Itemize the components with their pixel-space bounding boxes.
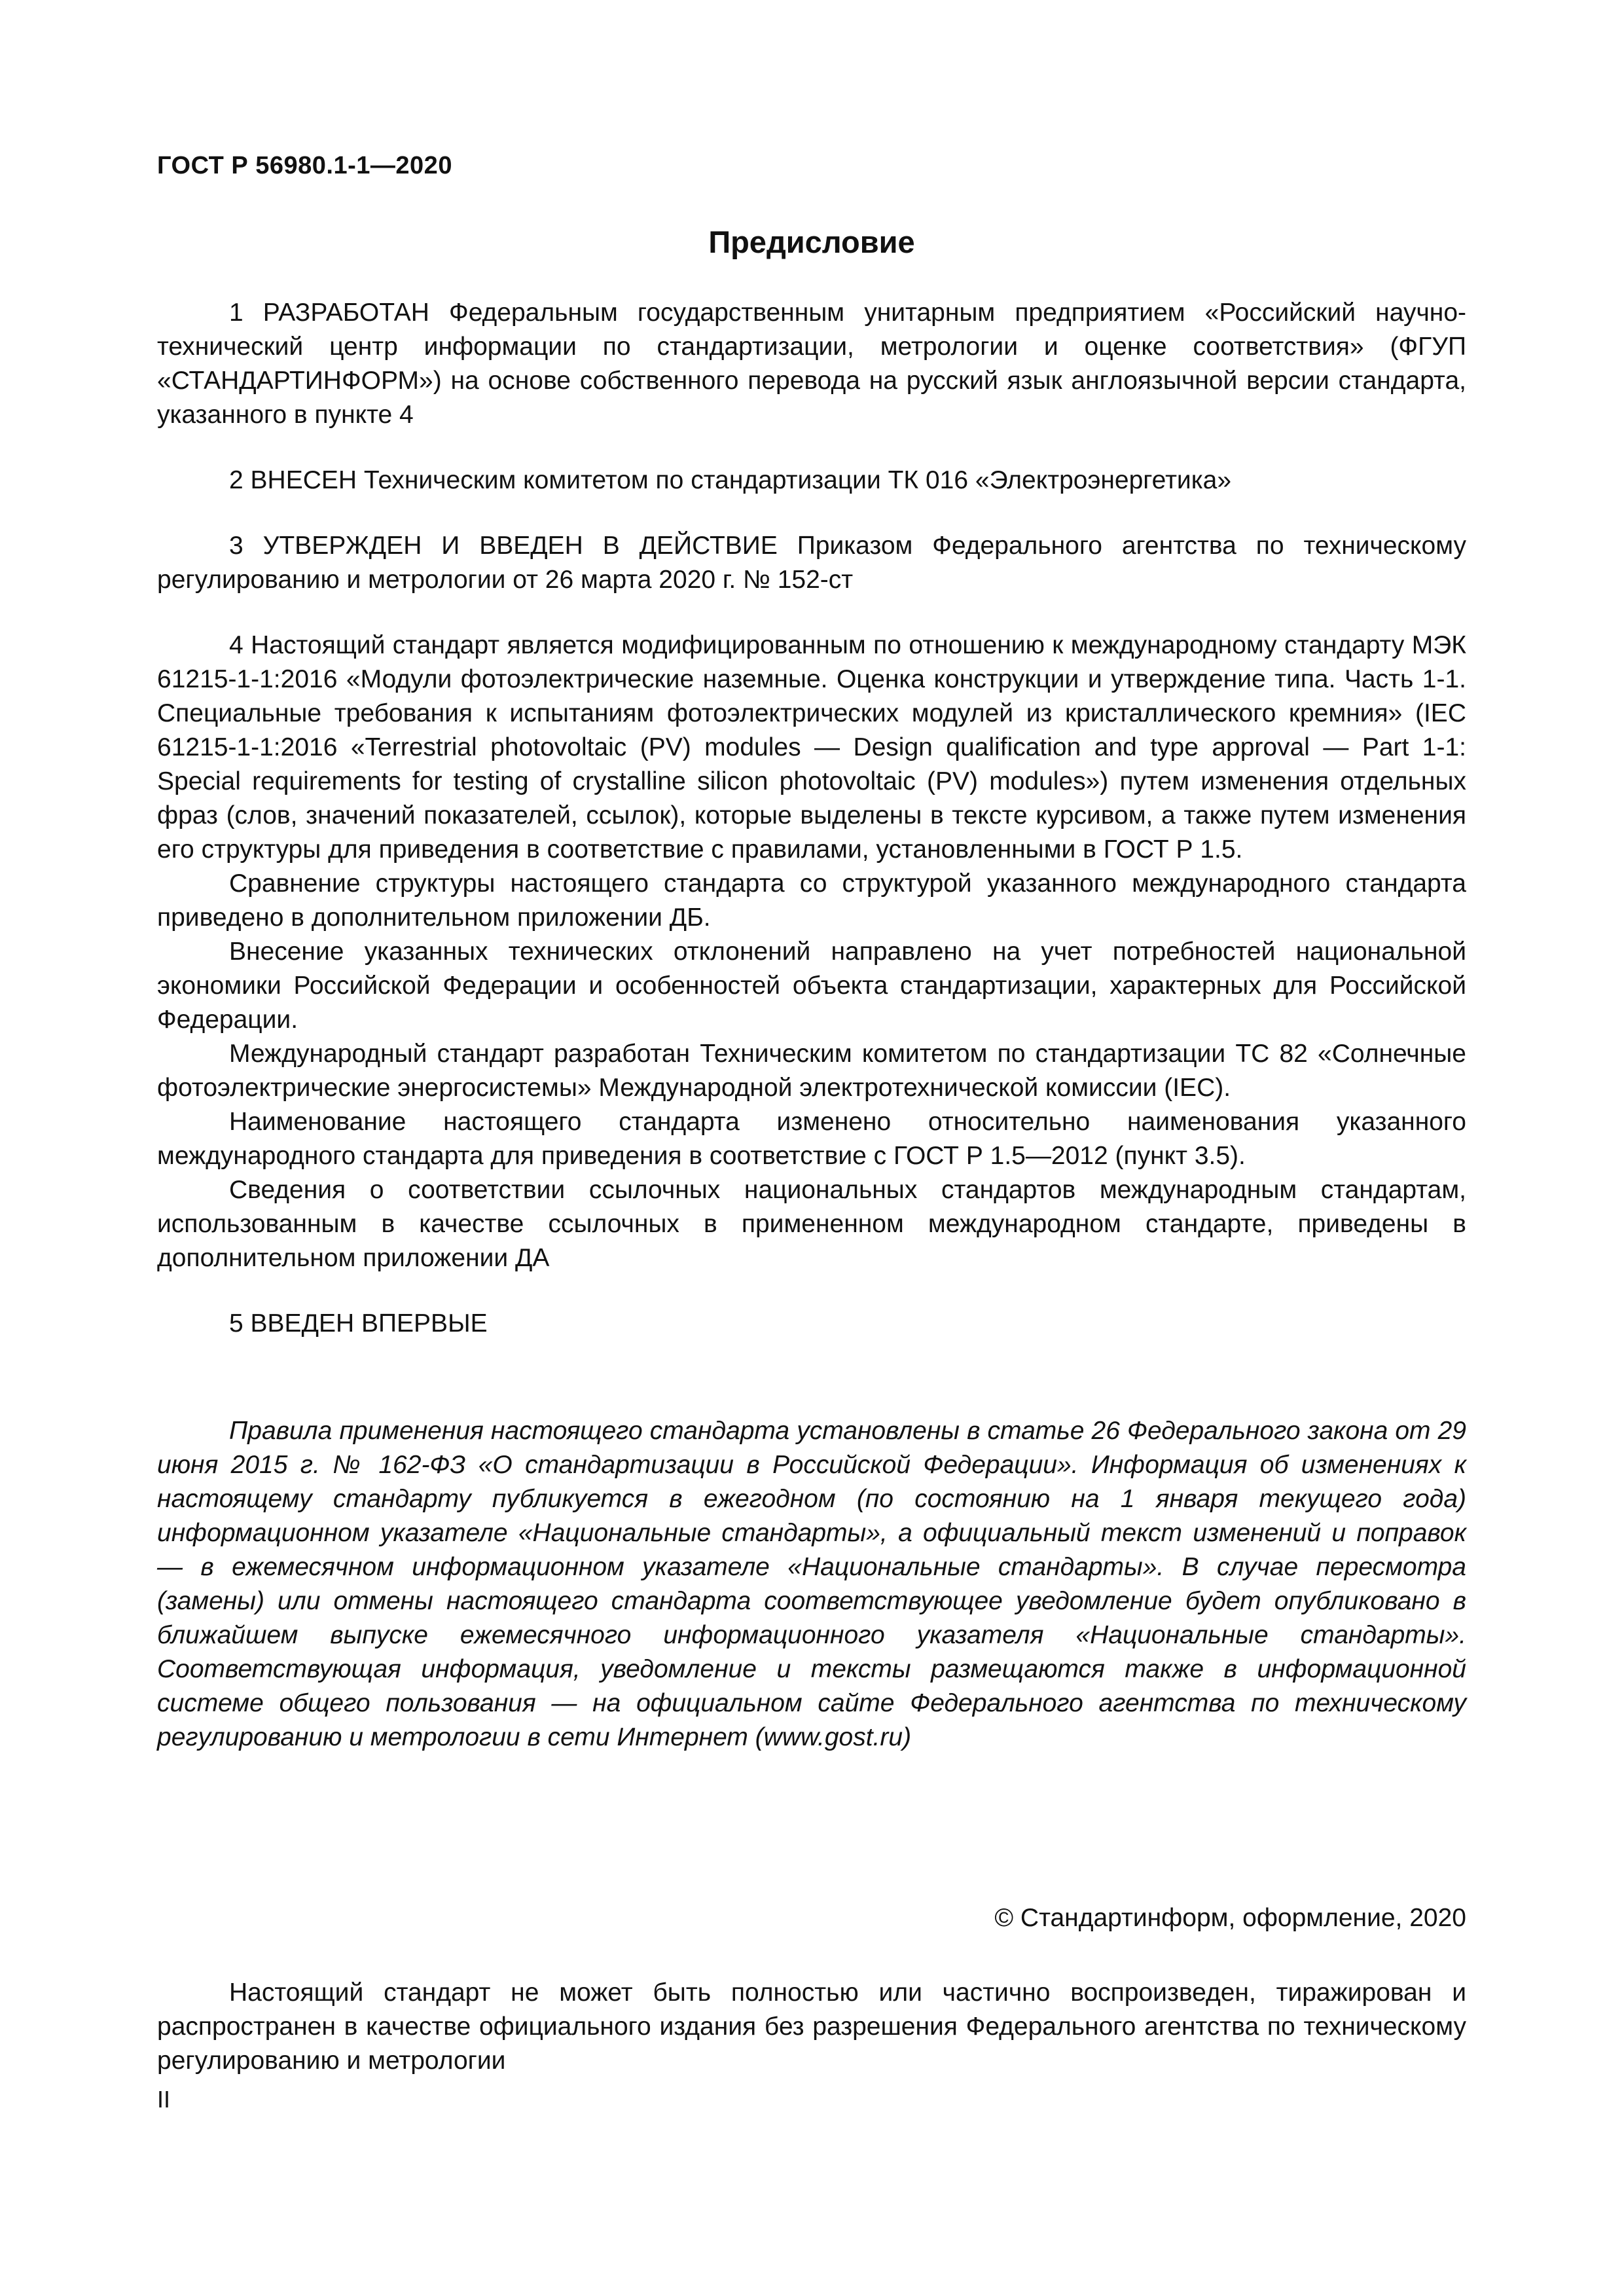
copyright: © Стандартинформ, оформление, 2020: [994, 1904, 1466, 1932]
paragraph-submitted: 2 ВНЕСЕН Техническим комитетом по стандартизации ТК 016 «Электроэнергетика»: [229, 466, 1232, 494]
paragraph-approved: 3 УТВЕРЖДЕН И ВВЕДЕН В ДЕЙСТВИЕ Приказом Федерального агентства по техническому регулированию и метрологии от 26 марта 2020 г. № 152-ст: [157, 532, 1466, 594]
paragraph-developed: 1 РАЗРАБОТАН Федеральным государственным унитарным предприятием «Российский научно-технический центр информации по стандартизации, метрологии и оценке соответствия» (ФГУП «СТАНДАРТИНФОРМ») на основе собственного перевода на русский язык англоязычной версии стандарта, указанного в пункте 4: [157, 299, 1466, 429]
paragraph-international-standard: Международный стандарт разработан Техническим комитетом по стандартизации ТС 82 «Солнечные фотоэлектрические энергосистемы» Международной электротехнической комиссии (IEC).: [157, 1040, 1466, 1102]
preface-body: [157, 296, 1466, 1341]
paragraph-structure-comparison: Сравнение структуры настоящего стандарта со структурой указанного международного стандарта приведено в дополнительном приложении ДБ.: [157, 869, 1466, 932]
disclaimer-text: Настоящий стандарт не может быть полностью или частично воспроизведен, тиражирован и распространен в качестве официального издания без разрешения Федерального агентства по техническому регулированию и метрологии: [157, 1978, 1466, 2075]
paragraph-references: Сведения о соответствии ссылочных национальных стандартов международным стандартам, использованным в качестве ссылочных в примененном международном стандарте, приведены в дополнительном приложении ДА: [157, 1176, 1466, 1272]
reproduction-disclaimer: [157, 1976, 1466, 2078]
application-rules-note: [157, 1414, 1466, 1755]
page-number: II: [157, 2086, 171, 2113]
page-title: Предисловие: [708, 225, 915, 259]
document-page: [157, 0, 1466, 2296]
paragraph-deviations: Внесение указанных технических отклонений направлено на учет потребностей национальной экономики Российской Федерации и особенностей объекта стандартизации, характерных для Российской Федерации.: [157, 938, 1466, 1034]
document-code: ГОСТ Р 56980.1-1—2020: [157, 152, 452, 179]
paragraph-modified: 4 Настоящий стандарт является модифицированным по отношению к международному стандарту МЭК 61215-1-1:2016 «Модули фотоэлектрические наземные. Оценка конструкции и утверждение типа. Часть 1-1. Специальные требования к испытаниям фотоэлектрических модулей из кристаллического кремния» (IEC 61215-1-1:2016 «Terrestrial photovoltaic (PV) modules — Design qualification and type approval — Part 1-1: Special requirements for testing of crystalline silicon photovoltaic (PV) modules») путем изменения отдельных фраз (слов, значений показателей, ссылок), которые выделены в тексте курсивом, а также путем изменения его структуры для приведения в соответствие с правилами, установленными в ГОСТ Р 1.5.: [157, 631, 1466, 864]
paragraph-name-change: Наименование настоящего стандарта изменено относительно наименования указанного международного стандарта для приведения в соответствие с ГОСТ Р 1.5—2012 (пункт 3.5).: [157, 1108, 1466, 1170]
paragraph-introduced: 5 ВВЕДЕН ВПЕРВЫЕ: [229, 1309, 488, 1338]
note-text: Правила применения настоящего стандарта установлены в статье 26 Федерального закона от 29 июня 2015 г. № 162-ФЗ «О стандартизации в Российской Федерации». Информация об изменениях к настоящему стандарту публикуется в ежегодном (по состоянию на 1 января текущего года) информационном указателе «Национальные стандарты», а официальный текст изменений и поправок — в ежемесячном информационном указателе «Национальные стандарты». В случае пересмотра (замены) или отмены настоящего стандарта соответствующее уведомление будет опубликовано в ближайшем выпуске ежемесячного информационного указателя «Национальные стандарты». Соответствующая информация, уведомление и тексты размещаются также в информационной системе общего пользования — на официальном сайте Федерального агентства по техническому регулированию и метрологии в сети Интернет (www.gost.ru): [157, 1417, 1466, 1751]
